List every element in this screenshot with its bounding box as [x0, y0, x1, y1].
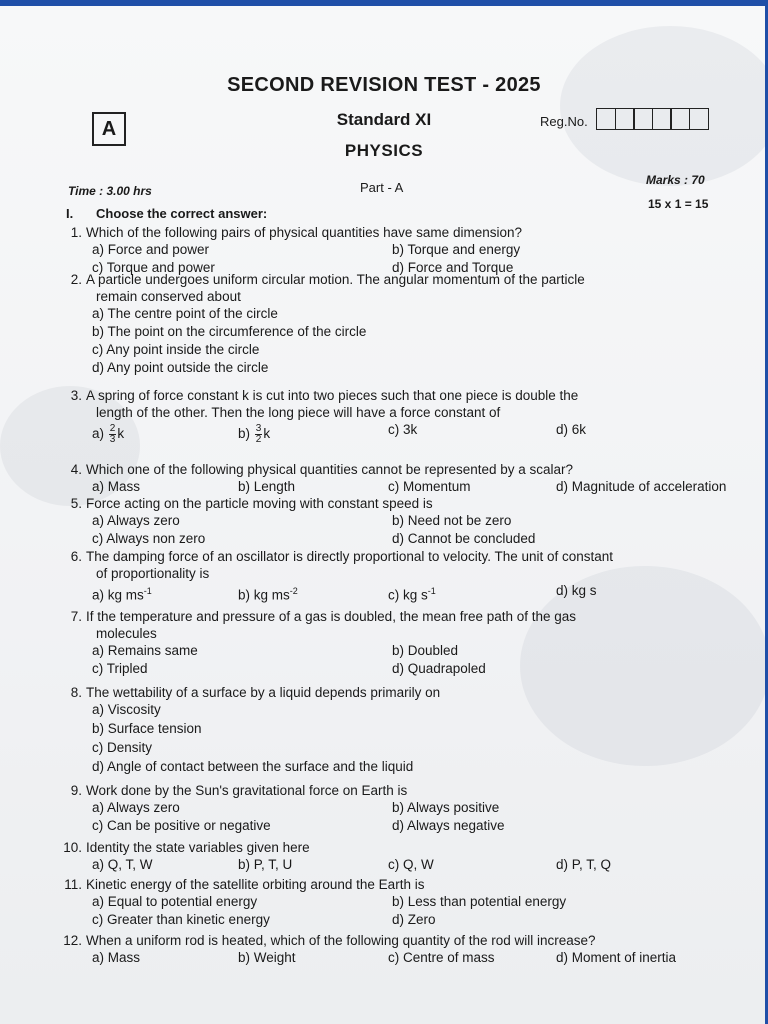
question-number: 10. [63, 840, 82, 855]
question-stem: The wettability of a surface by a liquid depends primarily on [86, 685, 441, 700]
option-text: kg ms [253, 587, 290, 603]
answer-option: c) Momentum [388, 479, 471, 494]
option-label: d) [556, 583, 572, 598]
fraction-denominator: 2 [255, 434, 262, 445]
option-label: c) [388, 587, 403, 603]
reg-no-digit-box [633, 108, 653, 130]
question-text [62, 685, 440, 701]
section-heading [66, 206, 267, 221]
question-number: 6. [70, 549, 82, 564]
answer-option: b) P, T, U [238, 857, 293, 872]
reg-no-digit-box [652, 108, 672, 130]
question-text [62, 462, 573, 478]
answer-option: d) P, T, Q [556, 857, 612, 872]
answer-option [238, 424, 270, 445]
reg-no-boxes [596, 108, 707, 130]
question-stem: If the temperature and pressure of a gas is doubled, the mean free path of the gas [86, 609, 577, 624]
question-stem: Kinetic energy of the satellite orbiting around the Earth is [86, 877, 425, 892]
answer-option: c) Centre of mass [388, 950, 495, 965]
question-number: 7. [70, 609, 82, 624]
fraction-numerator: 2 [109, 423, 116, 434]
answer-option: d) Angle of contact between the surface and the liquid [92, 759, 414, 774]
exam-title: SECOND REVISION TEST - 2025 [227, 74, 541, 96]
answer-option: a) Remains same [92, 643, 198, 658]
option-label: b) [238, 426, 254, 442]
question-text-continued: molecules [96, 626, 157, 641]
question-stem: Work done by the Sun's gravitational force on Earth is [86, 783, 408, 798]
answer-option [388, 422, 417, 438]
question-text [62, 272, 585, 288]
answer-option: c) Always non zero [92, 531, 206, 546]
question-text [62, 840, 310, 856]
option-exponent: -2 [289, 586, 298, 596]
question-number: 11. [64, 877, 82, 892]
answer-option [556, 583, 597, 599]
fraction [109, 424, 117, 445]
answer-option: b) Doubled [392, 643, 459, 658]
answer-option: a) Mass [92, 479, 141, 494]
answer-option [238, 583, 298, 604]
answer-option: a) The centre point of the circle [92, 306, 278, 321]
question-number: 5. [70, 496, 82, 511]
answer-option: a) Always zero [92, 513, 180, 528]
answer-option: b) The point on the circumference of the circle [92, 324, 367, 339]
answer-option: c) Torque and power [92, 260, 215, 275]
question-text-continued: length of the other. Then the long piece will have a force constant of [96, 405, 501, 420]
fraction [255, 424, 263, 445]
time-label: Time : 3.00 hrs [68, 184, 152, 198]
part-label: Part - A [360, 180, 404, 195]
reg-no-digit-box [615, 108, 635, 130]
question-stem: The damping force of an oscillator is directly proportional to velocity. The unit of constant [86, 549, 614, 564]
option-text: 6k [571, 422, 587, 437]
question-stem: Which one of the following physical quantities cannot be represented by a scalar? [86, 462, 574, 477]
question-text [62, 496, 433, 512]
option-label: c) [388, 422, 403, 437]
paper-smudge [560, 26, 768, 186]
question-stem: A particle undergoes uniform circular motion. The angular momentum of the particle [86, 272, 585, 287]
question-text [62, 549, 613, 565]
answer-option: d) Moment of inertia [556, 950, 677, 965]
question-text [62, 225, 522, 241]
question-stem: Force acting on the particle moving with constant speed is [86, 496, 433, 511]
question-number: 8. [70, 685, 82, 700]
option-text: 3k [403, 422, 418, 437]
answer-option: b) Weight [238, 950, 296, 965]
question-text [62, 877, 424, 893]
question-text [62, 783, 407, 799]
answer-option: d) Always negative [392, 818, 505, 833]
question-number: 12. [63, 933, 82, 948]
answer-option [388, 583, 436, 604]
option-text: kg s [403, 587, 428, 603]
answer-option: c) Any point inside the circle [92, 342, 260, 357]
answer-option: b) Length [238, 479, 296, 494]
question-text-continued: of proportionality is [96, 566, 210, 581]
standard-label: Standard XI [336, 110, 432, 129]
option-label: d) [556, 422, 572, 437]
answer-option: d) Force and Torque [392, 260, 514, 275]
question-text [62, 388, 578, 404]
section-instruction: Choose the correct answer: [96, 206, 268, 221]
option-label: b) [238, 587, 254, 603]
question-text-continued: remain conserved about [96, 289, 241, 304]
fraction-numerator: 3 [255, 423, 262, 434]
question-number: 4. [70, 462, 82, 477]
answer-option: a) Equal to potential energy [92, 894, 258, 909]
section-number: I. [66, 206, 74, 221]
question-stem: Which of the following pairs of physical quantities have same dimension? [86, 225, 522, 240]
question-stem: When a uniform rod is heated, which of the following quantity of the rod will increase? [86, 933, 596, 948]
marks-scheme: 15 x 1 = 15 [648, 197, 709, 211]
option-exponent: -1 [427, 586, 436, 596]
answer-option: c) Tripled [92, 661, 148, 676]
answer-option [92, 583, 152, 604]
reg-no-digit-box [689, 108, 709, 130]
question-stem: Identity the state variables given here [86, 840, 310, 855]
question-stem: A spring of force constant k is cut into two pieces such that one piece is double the [86, 388, 579, 403]
option-text: kg s [571, 583, 597, 598]
question-number: 2. [70, 272, 82, 287]
question-number: 1. [70, 225, 82, 240]
answer-option: b) Need not be zero [392, 513, 512, 528]
question-number: 3. [70, 388, 82, 403]
question-number: 9. [70, 783, 82, 798]
option-text: kg ms [107, 587, 144, 603]
answer-option [556, 422, 586, 438]
option-suffix: k [263, 426, 271, 442]
reg-no-label: Reg.No. [540, 114, 588, 129]
reg-no-digit-box [670, 108, 690, 130]
answer-option: a) Mass [92, 950, 141, 965]
answer-option: b) Surface tension [92, 721, 202, 736]
reg-no-digit-box [596, 108, 616, 130]
answer-option: b) Less than potential energy [392, 894, 567, 909]
option-label: a) [92, 426, 108, 442]
answer-option: a) Q, T, W [92, 857, 153, 872]
question-set-box: A [92, 112, 126, 146]
fraction-denominator: 3 [109, 434, 116, 445]
answer-option: d) Any point outside the circle [92, 360, 269, 375]
answer-option [92, 424, 124, 445]
option-suffix: k [117, 426, 125, 442]
answer-option: d) Zero [392, 912, 436, 927]
answer-option: d) Cannot be concluded [392, 531, 536, 546]
answer-option: d) Quadrapoled [392, 661, 486, 676]
answer-option: c) Can be positive or negative [92, 818, 271, 833]
marks-label: Marks : 70 [646, 173, 705, 187]
option-exponent: -1 [143, 586, 152, 596]
answer-option: d) Magnitude of acceleration [556, 479, 727, 494]
option-label: a) [92, 587, 108, 603]
answer-option: b) Always positive [392, 800, 500, 815]
question-text [62, 933, 596, 949]
subject-title: PHYSICS [344, 141, 424, 160]
answer-option: a) Always zero [92, 800, 180, 815]
answer-option: b) Torque and energy [392, 242, 521, 257]
answer-option: c) Density [92, 740, 153, 755]
answer-option: c) Greater than kinetic energy [92, 912, 270, 927]
question-text [62, 609, 576, 625]
answer-option: a) Force and power [92, 242, 210, 257]
answer-option: c) Q, W [388, 857, 434, 872]
answer-option: a) Viscosity [92, 702, 161, 717]
